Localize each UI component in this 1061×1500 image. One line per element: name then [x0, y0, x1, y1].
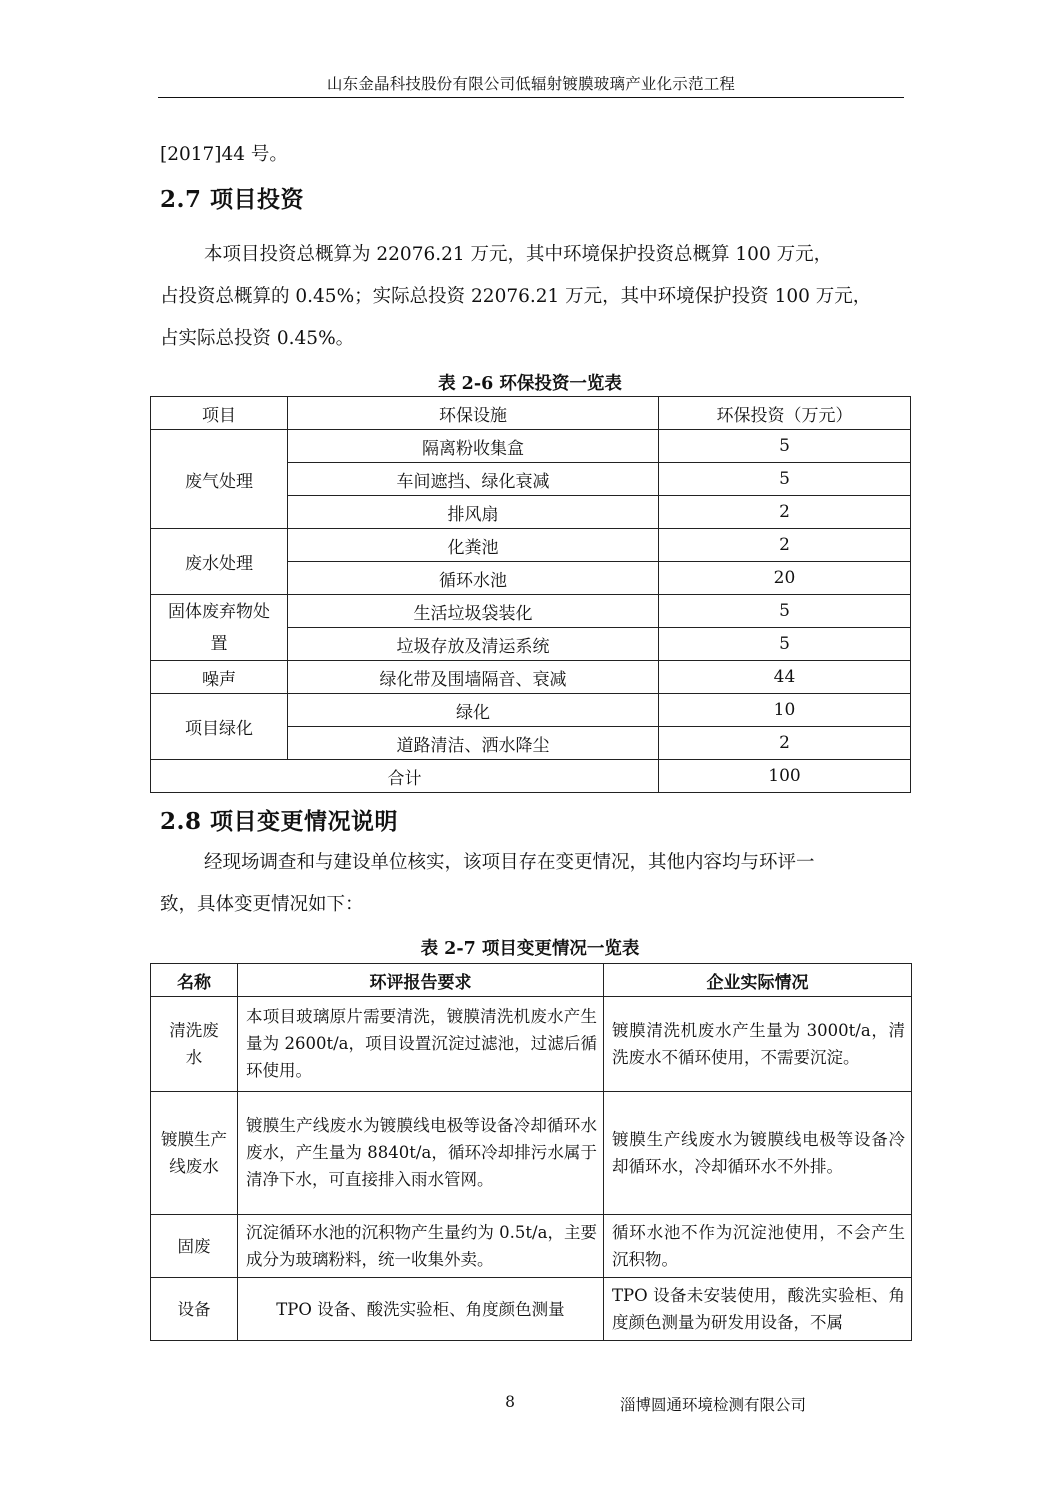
amount-cell: 10 — [659, 694, 911, 727]
column-header: 环保设施 — [288, 397, 659, 430]
total-amount: 100 — [659, 760, 911, 793]
category-cell: 废气处理 — [151, 430, 288, 529]
table-row — [151, 997, 912, 1092]
column-header: 项目 — [151, 397, 288, 430]
amount-cell: 44 — [659, 661, 911, 694]
amount-cell: 5 — [659, 628, 911, 661]
header-rule — [158, 97, 904, 98]
table-header-row — [151, 964, 912, 997]
facility-cell: 绿化 — [288, 694, 659, 727]
amount-cell: 5 — [659, 463, 911, 496]
name-cell: 设备 — [151, 1278, 238, 1341]
table-row — [151, 661, 911, 694]
env-investment-table — [150, 396, 911, 793]
table-row — [151, 694, 911, 727]
section-heading-2-7: 2.7 项目投资 — [160, 186, 305, 213]
change-paragraph-line-1: 经现场调查和与建设单位核实，该项目存在变更情况，其他内容均与环评一 — [204, 852, 815, 873]
facility-cell: 垃圾存放及清运系统 — [288, 628, 659, 661]
name-cell: 清洗废水 — [151, 997, 238, 1092]
actual-cell: 镀膜清洗机废水产生量为 3000t/a，清洗废水不循环使用，不需要沉淀。 — [604, 997, 912, 1092]
facility-cell: 化粪池 — [288, 529, 659, 562]
running-header: 山东金晶科技股份有限公司低辐射镀膜玻璃产业化示范工程 — [326, 75, 736, 93]
investment-paragraph-line-2: 占投资总概算的 0.45%；实际总投资 22076.21 万元，其中环境保护投资 100 万元， — [160, 286, 872, 307]
actual-cell: 循环水池不作为沉淀池使用，不会产生沉积物。 — [604, 1215, 912, 1278]
table-2-6-caption: 表 2-6 环保投资一览表 — [438, 374, 622, 394]
footer-company: 淄博圆通环境检测有限公司 — [620, 1396, 807, 1414]
table-header-row — [151, 397, 911, 430]
table-row — [151, 529, 911, 562]
table-2-7-caption: 表 2-7 项目变更情况一览表 — [420, 939, 640, 959]
continued-line: [2017]44 号。 — [160, 144, 288, 165]
amount-cell: 2 — [659, 529, 911, 562]
name-cell: 固废 — [151, 1215, 238, 1278]
requirement-cell: TPO 设备、酸洗实验柜、角度颜色测量 — [238, 1278, 604, 1341]
column-header: 企业实际情况 — [604, 964, 912, 997]
total-row — [151, 760, 911, 793]
total-label: 合计 — [151, 760, 659, 793]
requirement-cell: 沉淀循环水池的沉积物产生量约为 0.5t/a，主要成分为玻璃粉料，统一收集外卖。 — [238, 1215, 604, 1278]
amount-cell: 5 — [659, 430, 911, 463]
project-change-table — [150, 963, 912, 1341]
investment-paragraph-line-3: 占实际总投资 0.45%。 — [160, 328, 355, 349]
page-number: 8 — [505, 1393, 515, 1411]
category-cell: 项目绿化 — [151, 694, 288, 760]
facility-cell: 排风扇 — [288, 496, 659, 529]
name-cell: 镀膜生产线废水 — [151, 1092, 238, 1215]
actual-cell: 镀膜生产线废水为镀膜线电极等设备冷却循环水，冷却循环水不外排。 — [604, 1092, 912, 1215]
requirement-cell: 镀膜生产线废水为镀膜线电极等设备冷却循环水废水，产生量为 8840t/a，循环冷却排污水属于清净下水，可直接排入雨水管网。 — [238, 1092, 604, 1215]
facility-cell: 绿化带及围墙隔音、衰减 — [288, 661, 659, 694]
facility-cell: 道路清洁、洒水降尘 — [288, 727, 659, 760]
category-cell: 固体废弃物处置 — [151, 595, 288, 661]
amount-cell: 5 — [659, 595, 911, 628]
column-header: 环保投资（万元） — [659, 397, 911, 430]
facility-cell: 隔离粉收集盒 — [288, 430, 659, 463]
facility-cell: 生活垃圾袋装化 — [288, 595, 659, 628]
actual-cell: TPO 设备未安装使用，酸洗实验柜、角度颜色测量为研发用设备，不属 — [604, 1278, 912, 1341]
table-row — [151, 1278, 912, 1341]
requirement-cell: 本项目玻璃原片需要清洗，镀膜清洗机废水产生量为 2600t/a，项目设置沉淀过滤池，过滤后循环使用。 — [238, 997, 604, 1092]
investment-paragraph-line-1: 本项目投资总概算为 22076.21 万元，其中环境保护投资总概算 100 万元， — [204, 244, 833, 265]
column-header: 名称 — [151, 964, 238, 997]
table-row — [151, 1215, 912, 1278]
column-header: 环评报告要求 — [238, 964, 604, 997]
facility-cell: 车间遮挡、绿化衰减 — [288, 463, 659, 496]
amount-cell: 2 — [659, 727, 911, 760]
amount-cell: 20 — [659, 562, 911, 595]
amount-cell: 2 — [659, 496, 911, 529]
category-cell: 废水处理 — [151, 529, 288, 595]
table-row — [151, 430, 911, 463]
change-paragraph-line-2: 致，具体变更情况如下： — [160, 894, 364, 915]
category-cell: 噪声 — [151, 661, 288, 694]
facility-cell: 循环水池 — [288, 562, 659, 595]
section-heading-2-8: 2.8 项目变更情况说明 — [160, 808, 399, 835]
table-row — [151, 595, 911, 628]
table-row — [151, 1092, 912, 1215]
